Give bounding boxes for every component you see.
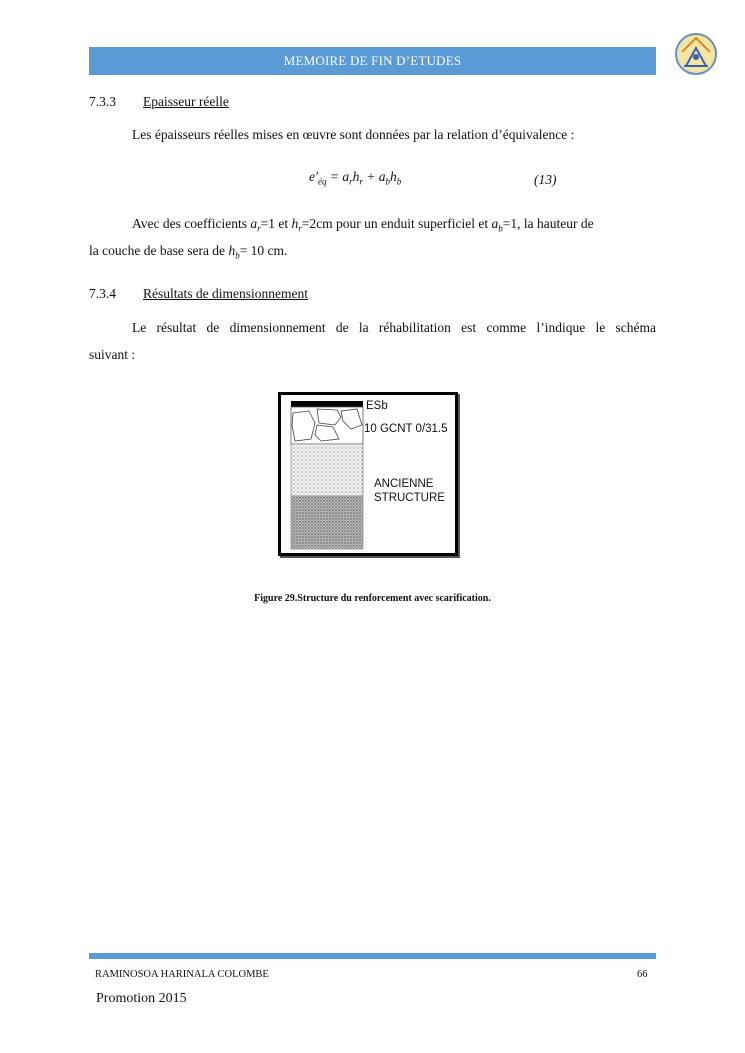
old-structure-label-line-1: ANCIENNE	[374, 478, 434, 490]
school-logo-icon	[674, 32, 718, 76]
intro-paragraph: Les épaisseurs réelles mises en œuvre sont données par la relation d’équivalence :	[132, 127, 575, 142]
old-structure-label-line-2: STRUCTURE	[374, 492, 445, 504]
esb-layer	[291, 401, 363, 407]
section-title: Epaisseur réelle	[143, 94, 229, 109]
pavement-structure-figure	[278, 392, 458, 556]
section-number: 7.3.4	[89, 286, 116, 301]
section-number: 7.3.3	[89, 94, 116, 109]
equation-number: (13)	[534, 172, 557, 187]
esb-label: ESb	[366, 400, 388, 412]
results-paragraph-line-2: suivant :	[89, 347, 136, 362]
page-header: MEMOIRE DE FIN D’ETUDES	[89, 47, 656, 75]
section-title: Résultats de dimensionnement	[143, 286, 308, 301]
coefficients-paragraph-line-1: Avec des coefficients $a_r=1$ et $h_r=2cm$ pour un enduit superficiel et $a_b=1$, la hauteur de	[132, 216, 594, 234]
results-paragraph-line-1: Le résultat de dimensionnement de la réhabilitation est comme l’indique le schéma	[132, 320, 656, 335]
pavement-layers-diagram	[281, 395, 455, 553]
equation: $e'_{éq} = a_rh_r + a_bh_b$	[309, 169, 402, 187]
footer-author: RAMINOSOA HARINALA COLOMBE	[95, 969, 269, 980]
coefficients-paragraph-line-2: la couche de base sera de $h_b= 10$ cm.	[89, 243, 288, 261]
figure-caption: Figure 29.Structure du renforcement avec scarification.	[254, 593, 491, 604]
old-structure-lower-layer	[291, 496, 363, 549]
old-structure-upper-layer	[291, 444, 363, 496]
footer-rule	[89, 953, 656, 959]
footer-promotion: Promotion 2015	[96, 991, 187, 1006]
page-number: 66	[637, 969, 648, 980]
gcnt-label: 10 GCNT 0/31.5	[364, 423, 448, 435]
